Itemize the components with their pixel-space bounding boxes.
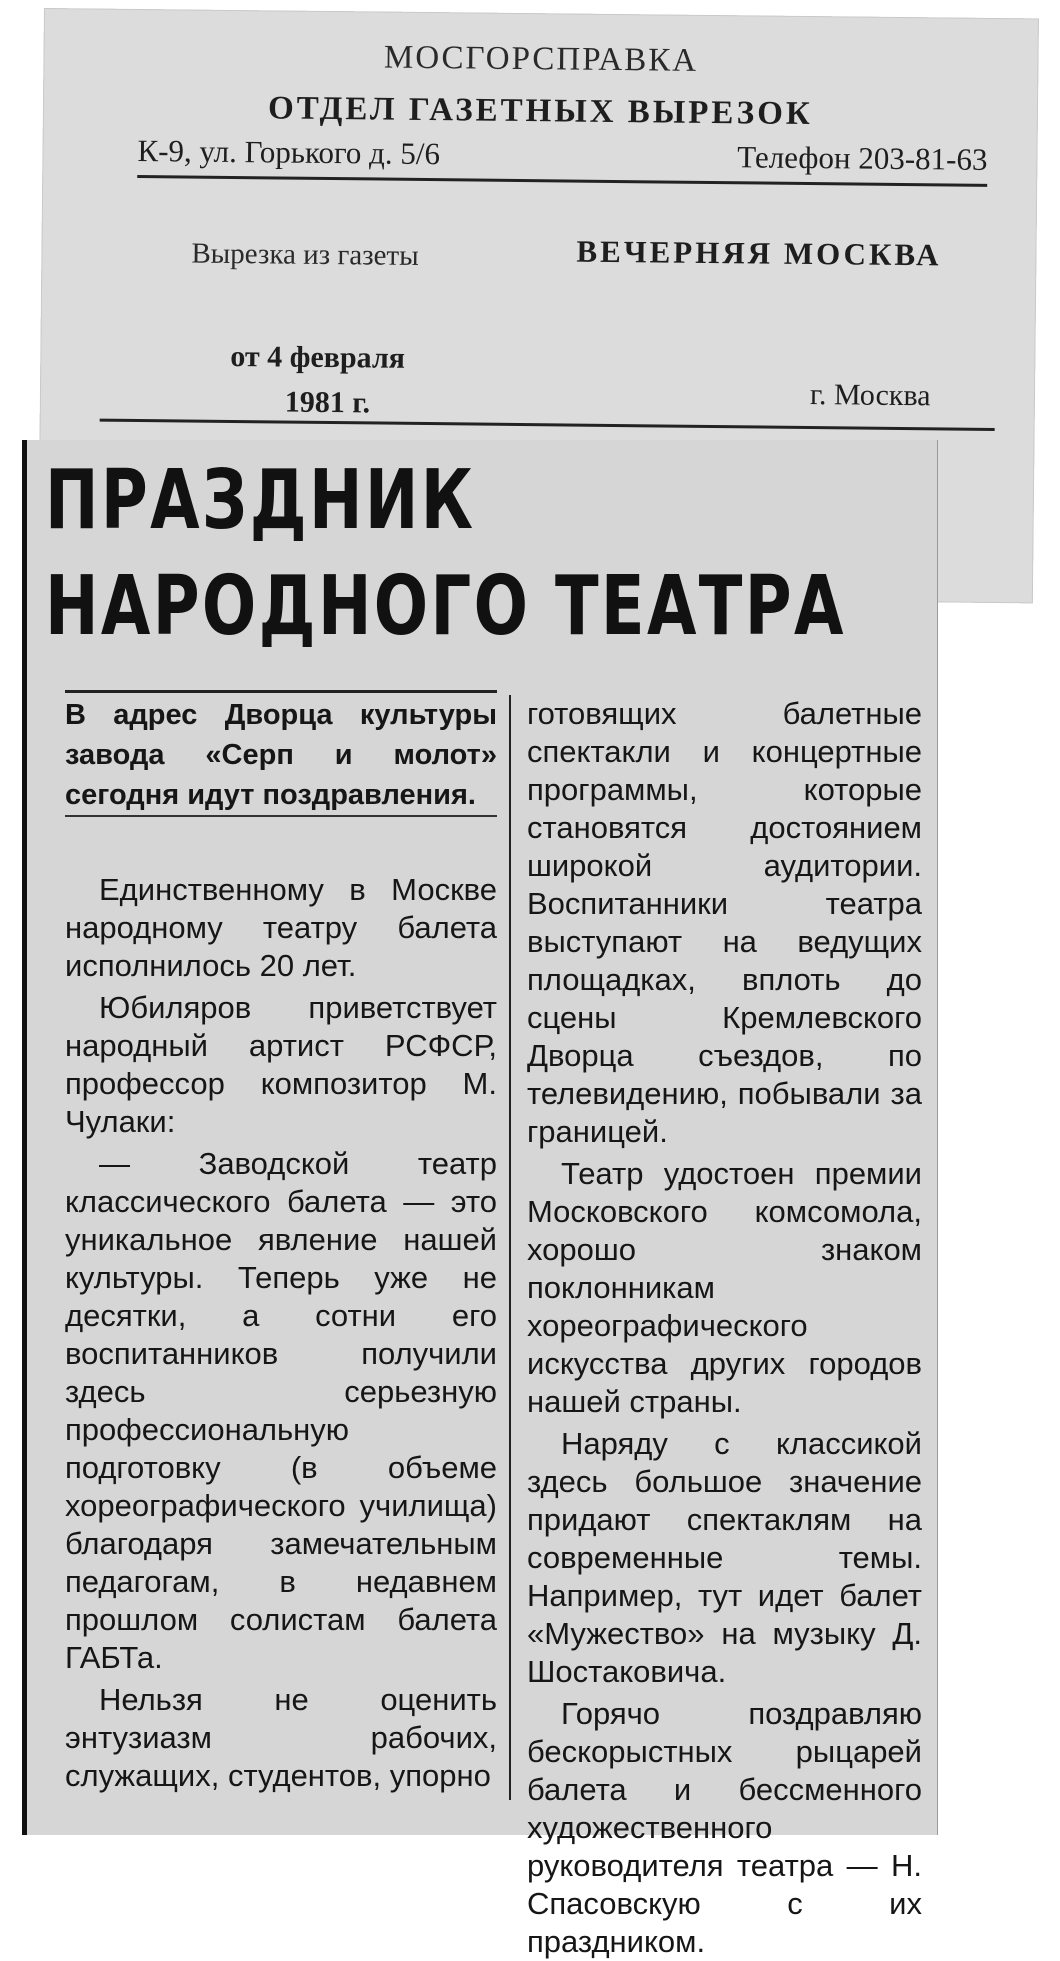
article-lead [65,690,497,817]
article-headline [45,448,846,660]
agency-name: МОСГОРСПРАВКА [383,39,699,79]
column-divider [509,695,511,1800]
article-column-right [527,695,922,1961]
address: К-9, ул. Горького д. 5/6 [137,132,441,172]
paragraph: Горячо поздравляю бескорыстных рыцарей балета и бессменного художественного руководителя театра — Н. Спасовскую с их праздником. [527,1696,922,1959]
city: г. Москва [809,378,931,413]
newspaper-name: ВЕЧЕРНЯЯ МОСКВА [576,233,942,273]
paragraph: готовящих балетные спектакли и концертные программы, которые становятся достоянием широкой аудитории. Воспитанники театра выступают на ведущих площадках, вплоть до сцены Кремлевского Дворца съездов, по телевидению, побывали за границей. [527,696,922,1149]
issue-year: 1981 г. [284,385,371,420]
headline-line-1: ПРАЗДНИК [45,453,476,548]
article-column-left [65,690,497,1795]
address-row [137,133,987,187]
phone-number: Телефон 203-81-63 [737,139,988,177]
header-rule [100,419,995,431]
lead-spacer [65,831,497,871]
paragraph: Единственному в Москве народному театру балета исполнилось 20 лет. [65,872,497,983]
paragraph: Театр удостоен премии Московского комсомола, хорошо знаком поклонникам хореографического искусства других городов нашей страны. [527,1156,922,1419]
paragraph: — Заводской театр классического балета — это уникальное явление нашей культуры. Теперь уже не десятки, а сотни его воспитанников получили здесь серьезную профессиональную подготовку (в объеме хореографического училища) благодаря замечательным педагогам, в недавнем прошлом солистам балета ГАБТа. [65,1146,497,1675]
lead-text: В адрес Дворца культуры завода «Серп и молот» сегодня идут поздравления. [65,695,497,817]
headline-line-2: НАРОДНОГО ТЕАТРА [45,559,846,654]
newspaper-clipping [22,440,937,1959]
clipping-label: Вырезка из газеты [191,237,419,272]
paragraph: Нельзя не оценить энтузиазм рабочих, служащих, студентов, упорно [65,1682,497,1793]
department-name: ОТДЕЛ ГАЗЕТНЫХ ВЫРЕЗОК [267,90,813,133]
issue-date: от 4 февраля [230,339,406,375]
paragraph: Юбиляров приветствует народный артист РСФСР, профессор композитор М. Чулаки: [65,990,497,1139]
paragraph: Наряду с классикой здесь большое значение придают спектаклям на современные темы. Например, тут идет балет «Мужество» на музыку Д. Шостаковича. [527,1426,922,1689]
